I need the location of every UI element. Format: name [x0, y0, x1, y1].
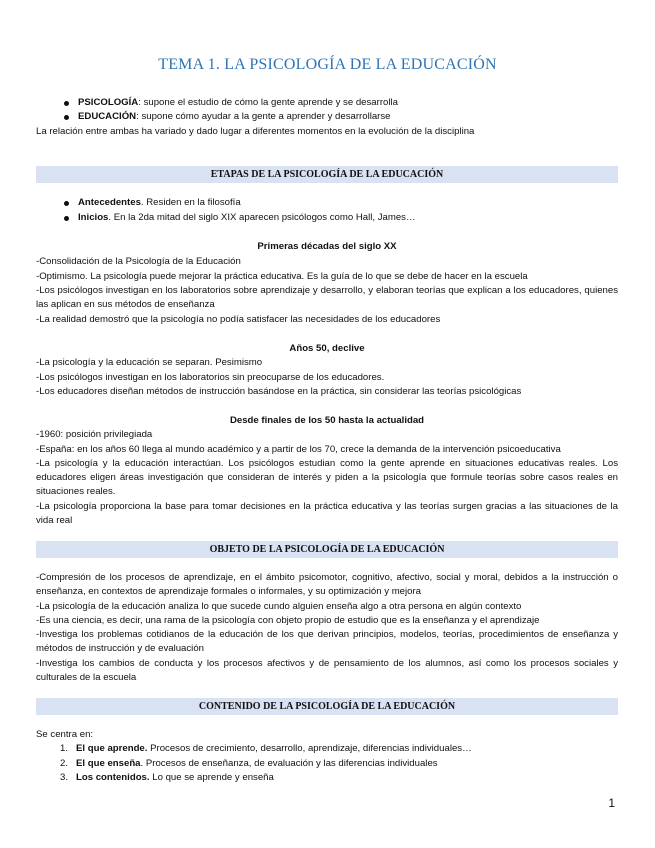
bullet-icon [64, 115, 69, 120]
page-title: TEMA 1. LA PSICOLOGÍA DE LA EDUCACIÓN [158, 56, 497, 73]
bullet-term: Inicios [78, 212, 109, 223]
subsection-title: Desde finales de los 50 hasta la actualidad [229, 415, 425, 426]
numbered-item [60, 742, 620, 756]
subsection-title: Primeras décadas del siglo XX [257, 241, 397, 252]
text-paragraph: -Investiga los problemas cotidianos de la educación de los que derivan principios, modelos, teorías, procedimientos de enseñanza y métodos de instrucción y de evaluación [36, 629, 618, 654]
item-term: El que enseña [76, 758, 141, 769]
text-line: -España: en los años 60 llega al mundo académico y a partir de los 70, crece la demanda de la intervención psicoeducativa [36, 444, 561, 455]
bullet-text: : supone cómo ayudar a la gente a aprender y desarrollarse [136, 111, 391, 122]
text-line: -La realidad demostró que la psicología no podía satisfacer las necesidades de los educadores [36, 314, 441, 325]
text-line: -La psicología y la educación se separan. Pesimismo [36, 357, 263, 368]
bullet-icon [64, 216, 69, 221]
bullet-icon [64, 201, 69, 206]
section-heading-objeto [36, 541, 618, 558]
bullet-text: . En la 2da mitad del siglo XIX aparecen psicólogos como Hall, James… [108, 212, 416, 223]
bullet-item [64, 211, 624, 225]
bullet-term: Antecedentes [78, 197, 141, 208]
text-line: Se centra en: [36, 729, 94, 740]
item-text: Procesos de crecimiento, desarrollo, aprendizaje, diferencias individuales… [147, 743, 472, 754]
text-paragraph: -La psicología proporciona la base para tomar decisiones en la práctica educativa y las teorías surgen gracias a las situaciones de la vida real [36, 501, 618, 526]
bullet-term: PSICOLOGÍA [78, 97, 139, 108]
section-heading-text: CONTENIDO DE LA PSICOLOGÍA DE LA EDUCACIÓN [198, 701, 456, 712]
text-paragraph: -Investiga los cambios de conducta y los procesos afectivos y de pensamiento de los alumnos, así como los procesos sociales y culturales de la escuela [36, 658, 618, 683]
text-line: -Es una ciencia, es decir, una rama de la psicología con objeto propio de estudio que es la enseñanza y el aprendizaje [36, 615, 540, 626]
section-heading-etapas [36, 166, 618, 183]
item-number: 1. [60, 743, 69, 754]
item-number: 2. [60, 758, 69, 769]
subsection-title: Años 50, declive [289, 343, 365, 354]
item-text: Lo que se aprende y enseña [149, 772, 274, 783]
numbered-item [60, 771, 620, 785]
section-heading-text: OBJETO DE LA PSICOLOGÍA DE LA EDUCACIÓN [209, 544, 445, 555]
section-heading-contenido [36, 698, 618, 715]
bullet-text: : supone el estudio de cómo la gente aprende y se desarrolla [138, 97, 398, 108]
bullet-item [64, 110, 624, 124]
text-line: -Los psicólogos investigan en los laboratorios sin preocuparse de los educadores. [36, 372, 385, 383]
text-line: -1960: posición privilegiada [36, 429, 153, 440]
item-text: . Procesos de enseñanza, de evaluación y las diferencias individuales [140, 758, 438, 769]
numbered-item [60, 757, 620, 771]
bullet-icon [64, 101, 69, 106]
text-paragraph: -La psicología y la educación interactúan. Los psicólogos estudian como la gente aprende en situaciones educativas reales. Los educadores eligen áreas investigación que consideran de interés y piden a la psicología que formule teorías sobre casos reales en situaciones reales. [36, 458, 618, 497]
page-number: 1 [608, 796, 615, 810]
text-line: -La psicología de la educación analiza lo que sucede cundo alguien enseña algo a otra persona en algún contexto [36, 601, 522, 612]
item-number: 3. [60, 772, 69, 783]
text-paragraph: -Compresión de los procesos de aprendizaje, en el ámbito psicomotor, cognitivo, afectivo, social y moral, debidos a la instrucción o enseñanza, en contextos de aprendizaje formales o informales, y su optimización y mejora [36, 572, 618, 597]
item-term: El que aprende. [76, 743, 148, 754]
section-heading-text: ETAPAS DE LA PSICOLOGÍA DE LA EDUCACIÓN [210, 169, 444, 180]
text-paragraph: -Los psicólogos investigan en los laboratorios sobre aprendizaje y desarrollo, y elaboran teorías que explican a los educadores, quienes las aplican en sus métodos de enseñanza [36, 285, 618, 310]
item-term: Los contenidos. [76, 772, 150, 783]
intro-paragraph: La relación entre ambas ha variado y dado lugar a diferentes momentos en la evolución de la disciplina [36, 126, 475, 137]
text-line: -Optimismo. La psicología puede mejorar la práctica educativa. Es la guía de lo que se debe de hacer en la escuela [36, 271, 528, 282]
text-line: -Consolidación de la Psicología de la Educación [36, 256, 241, 267]
text-line: -Los educadores diseñan métodos de instrucción basándose en la práctica, sin considerar las teorías psicológicas [36, 386, 522, 397]
bullet-item [64, 96, 624, 110]
bullet-text: . Residen en la filosofía [140, 197, 241, 208]
bullet-term: EDUCACIÓN [78, 111, 137, 122]
bullet-item [64, 196, 624, 210]
